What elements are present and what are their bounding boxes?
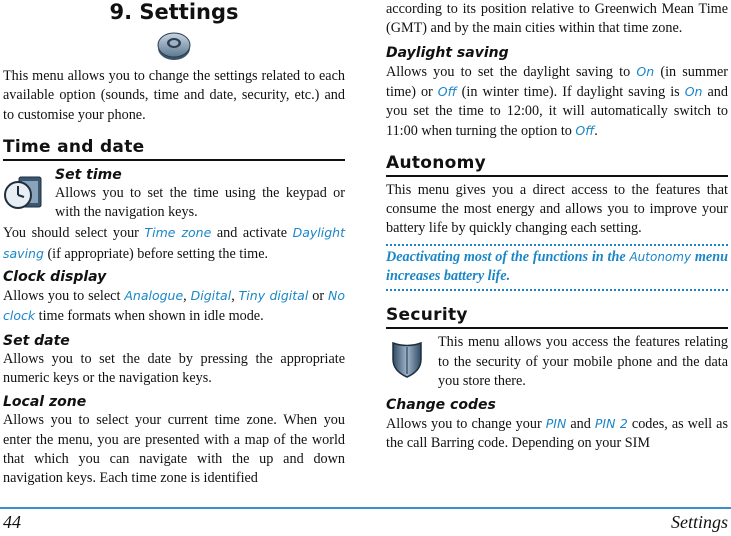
keyword-analogue: Analogue — [124, 288, 184, 304]
change-codes-title: Change codes — [386, 397, 496, 414]
local-zone-text-continued: according to its position relative to Greenwich Mean Time (GMT) and by the main cities within that time zone. — [386, 1, 728, 37]
autonomy-text: This menu gives you a direct access to the features that consume the most energy and allows you to improve your battery life by quickly changing each setting. — [386, 181, 728, 237]
security-block — [386, 333, 728, 391]
intro-paragraph: This menu allows you to change the settings related to each available option (sounds, time and date, security, etc.) and to customise your phone. — [3, 68, 345, 123]
set-time-text: Allows you to set the time using the keypad or with the navigation keys. — [55, 184, 345, 221]
keyword-time-zone: Time zone — [144, 225, 212, 241]
settings-gear-icon — [3, 28, 345, 66]
chapter-title: 9. Settings — [109, 0, 239, 24]
keyword-pin-2: PIN 2 — [594, 416, 628, 432]
page-number: 44 — [3, 512, 21, 532]
daylight-saving-title: Daylight saving — [386, 44, 509, 61]
set-date-title: Set date — [3, 332, 70, 349]
keyword-tiny-digital: Tiny digital — [238, 288, 309, 304]
clock-display-title: Clock display — [3, 269, 107, 286]
clock-icon — [3, 167, 55, 223]
local-zone-text: Allows you to select your current time zone. When you enter the menu, you are presented with a map of the world that which you can navigate with the up and down navigation keys. Each time zone is identified — [3, 412, 345, 487]
heading-security: Security — [386, 305, 728, 329]
local-zone-title: Local zone — [3, 394, 87, 411]
keyword-off: Off — [575, 123, 595, 139]
keyword-on: On — [684, 83, 703, 99]
footer-section-title: Settings — [671, 512, 728, 532]
page-footer — [0, 507, 731, 536]
right-column — [386, 0, 728, 454]
set-time-title: Set time — [55, 166, 122, 183]
shield-icon — [386, 333, 438, 391]
security-text: This menu allows you access the features relating to the security of your mobile phone and the data you store there. — [438, 334, 728, 389]
keyword-on: On — [636, 63, 655, 79]
keyword-autonomy: Autonomy — [629, 249, 692, 264]
left-column — [3, 0, 345, 488]
time-zone-advice: You should select your Time zone and activate Daylight saving (if appropriate) before setting the time. — [3, 225, 345, 262]
keyword-no-clock: No clock — [3, 288, 345, 324]
autonomy-note: Deactivating most of the functions in the Autonomy menu increases battery life. — [386, 244, 728, 292]
heading-time-and-date: Time and date — [3, 137, 345, 161]
keyword-pin: PIN — [545, 416, 567, 432]
clock-display-text: Allows you to select Analogue, Digital, Tiny digital or No clock time formats when shown in idle mode. — [3, 288, 345, 325]
keyword-off: Off — [437, 83, 457, 99]
keyword-daylight-saving: Daylight saving — [3, 225, 345, 261]
change-codes-text: Allows you to change your PIN and PIN 2 codes, as well as the call Barring code. Depending on your SIM — [386, 416, 728, 452]
daylight-saving-text: Allows you to set the daylight saving to On (in summer time) or Off (in winter time). If daylight saving is On and you set the time to 12:00, it will automatically switch to 11:00 when turning the option to Off. — [386, 63, 728, 140]
set-time-block — [3, 167, 345, 223]
heading-autonomy: Autonomy — [386, 153, 728, 177]
keyword-digital: Digital — [190, 288, 232, 304]
set-date-text: Allows you to set the date by pressing the appropriate numeric keys or the navigation keys. — [3, 350, 345, 386]
